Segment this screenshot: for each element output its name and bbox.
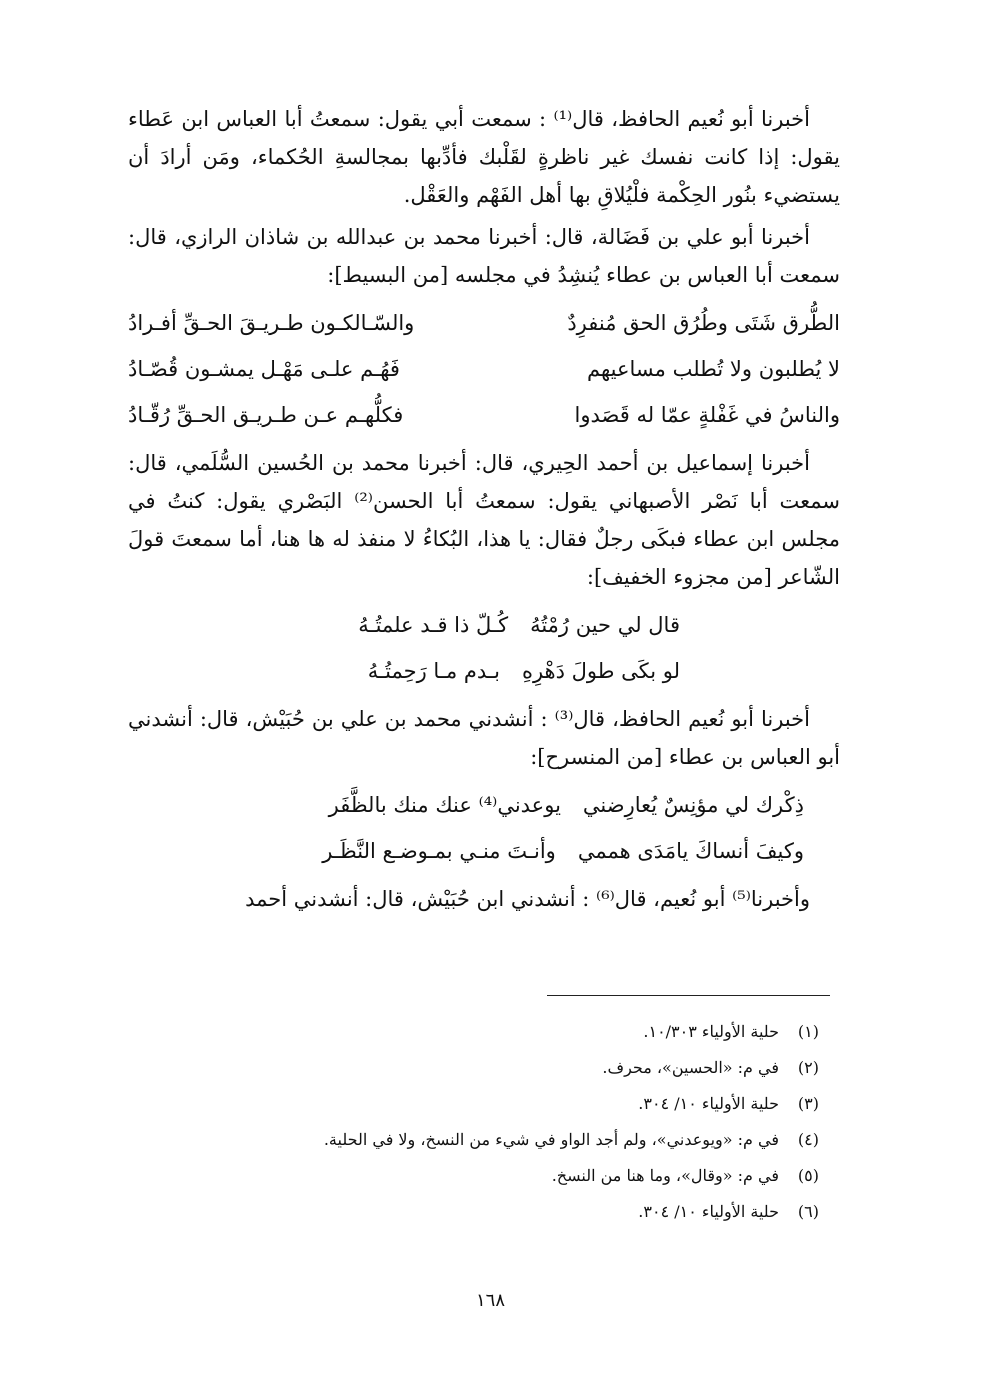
footnote-number: (٣)	[797, 1094, 819, 1113]
verse-hemistich-first: الطُّرق شَتَى وطُرُق الحق مُنفرِدٌ	[567, 311, 840, 335]
footnote	[179, 1014, 819, 1050]
verse-hemistich-first: والناسُ في غَفْلةٍ عمّا له قَصَدوا	[574, 403, 840, 427]
main-text	[128, 100, 840, 918]
verse-hemistich-second: فَهُـم علـى مَهْـل يمشـون قُصّـادُ	[128, 357, 400, 381]
page-number: ١٦٨	[475, 1290, 505, 1311]
footnote-number: (٦)	[797, 1202, 819, 1221]
verse-hemistich-second: فكلُّهـم عـن طـريـق الحـقِّ رُقّـادُ	[128, 403, 404, 427]
footnote-number: (٤)	[797, 1130, 819, 1149]
paragraph-3: أخبرنا إسماعيل بن أحمد الحِيري، قال: أخبرنا محمد بن الحُسين السُّلَمي، قال: سمعت أبا نَصْر الأصبهاني يقول: سمعتُ أبا الحسن⁽²⁾ البَصْري يقول: كنتُ في مجلس ابن عطاء فبكَى رجلٌ فقال: يا هذا، البُكاءُ لا منفذ له ها هنا، أما سمعتَ قولَ الشّاعر [من مجزوء الخفيف]:	[128, 451, 840, 589]
verse-hemistich-second: بـدم مـا رَحِمتُـهُ	[367, 659, 500, 683]
footnote-text: في م: «ويوعدني»، ولم أجد الواو في شيء من النسخ، ولا في الحلية.	[323, 1130, 779, 1149]
footnote-text: في م: «الحسين»، محرف.	[602, 1058, 779, 1077]
footnote-text: حلية الأولياء ١٠/٣٠٣.	[643, 1022, 779, 1041]
paragraph-2: أخبرنا أبو علي بن فَضَالة، قال: أخبرنا محمد بن عبدالله بن شاذان الرازي، قال: سمعت أبا العباس بن عطاء يُنشِدُ في مجلسه [من البسيط]:	[128, 225, 840, 287]
verse-hemistich-first: لو بكَى طولَ دَهْرِهِ	[521, 659, 680, 683]
verse-hemistich-first: ذِكْرك لي مؤنِسٌ يُعارِضني	[582, 793, 804, 817]
poem-basit	[128, 300, 840, 438]
verse-hemistich-first: قال لي حين رُمْتُهُ	[530, 613, 680, 637]
footnote	[179, 1086, 819, 1122]
paragraph-1: أخبرنا أبو نُعيم الحافظ، قال⁽¹⁾ : سمعت أبي يقول: سمعتُ أبا العباس ابن عَطاء يقول: إذا كانت نفسك غير ناظرةٍ لقَلْبك فأدِّبها بمجالسةِ الحُكماء، ومَن أرادَ أن يستضيء بنُور الحِكْمة فلْيُلاقِ بها أهل الفَهْم والعَقْل.	[128, 107, 840, 207]
footnote	[179, 1158, 819, 1194]
footnote-text: حلية الأولياء ١٠/ ٣٠٤.	[638, 1202, 779, 1221]
poem-munsarih	[128, 782, 840, 874]
verse-line	[128, 782, 840, 828]
footnotes	[179, 1014, 819, 1230]
verse-line	[128, 392, 840, 438]
paragraph-4: أخبرنا أبو نُعيم الحافظ، قال⁽³⁾ : أنشدني محمد بن علي بن حُبَيْش، قال: أنشدني أبو العباس بن عطاء [من المنسرح]:	[128, 707, 840, 769]
footnote-number: (٢)	[797, 1058, 819, 1077]
verse-hemistich-second: والسّـالكـون طـريـقَ الحـقِّ أفـرادُ	[128, 311, 415, 335]
footnote	[179, 1050, 819, 1086]
footnote	[179, 1194, 819, 1230]
verse-line	[128, 300, 840, 346]
footnote-text: حلية الأولياء ١٠/ ٣٠٤.	[638, 1094, 779, 1113]
verse-line	[128, 602, 840, 648]
footnote-text: في م: «وقال»، وما هنا من النسخ.	[551, 1166, 779, 1185]
verse-line	[128, 828, 840, 874]
verse-hemistich-first: لا يُطلبون ولا تُطلب مساعيهم	[587, 357, 840, 381]
verse-hemistich-second: كُـلّ ذا قـد علمتُـهُ	[358, 613, 509, 637]
verse-hemistich-second: يوعدني⁽⁴⁾ عنك منك بالظَّفَر	[328, 793, 561, 817]
paragraph-5: وأخبرنا⁽⁵⁾ أبو نُعيم، قال⁽⁶⁾ : أنشدني ابن حُبَيْش، قال: أنشدني أحمد	[245, 887, 810, 911]
footnote-number: (١)	[797, 1022, 819, 1041]
poem-khafif	[128, 602, 840, 694]
footnote-number: (٥)	[797, 1166, 819, 1185]
verse-hemistich-second: وأنـتَ منـي بمـوضـع النَّظَـر	[322, 839, 556, 863]
footnote	[179, 1122, 819, 1158]
verse-line	[128, 648, 840, 694]
verse-line	[128, 346, 840, 392]
footnote-divider	[547, 995, 830, 996]
verse-hemistich-first: وكيفَ أنساكَ يامَدَى هممي	[577, 839, 804, 863]
